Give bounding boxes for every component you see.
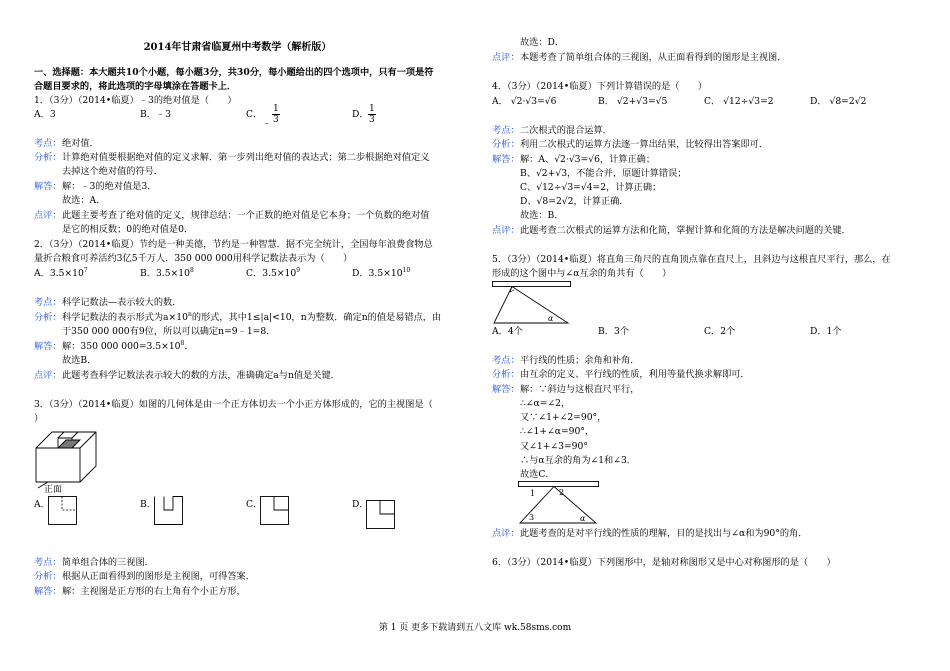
q1-option-c-sign: ﹣	[262, 118, 272, 129]
q2-jieda-tag: 解答：	[34, 341, 62, 352]
q4-jieda-1: 解：A、√2·√3=√6，计算正确；	[520, 154, 656, 165]
q5-jieda-tag: 解答：	[492, 384, 520, 395]
question-3-cont: ）	[34, 413, 44, 424]
q3-dianping-tag: 点评：	[492, 52, 520, 63]
q2-fenxi-tag: 分析：	[34, 312, 62, 323]
question-2: 2．（3分）（2014•临夏）节约是一种美德，节约是一种智慧．据不完全统计，全国每年浪费食物总	[34, 239, 433, 250]
q3-option-d: D．	[352, 499, 369, 510]
page-footer: 第 1 页 更多下载请到五八文库 wk.58sms.com	[378, 623, 572, 633]
q5-angle-1-label: 1	[530, 489, 536, 498]
q3-option-c: C．	[246, 499, 263, 510]
q1-dianping-tag: 点评：	[34, 210, 62, 221]
q3-jieda-answer: 故选：D．	[520, 37, 565, 48]
q4-dianping-tag: 点评：	[492, 225, 520, 236]
q1-kaodian: 绝对值．	[62, 138, 99, 149]
q1-option-c-label: C．	[246, 109, 263, 120]
q4-option-d: D． √8=2√2	[810, 96, 867, 107]
q2-dianping-tag: 点评：	[34, 370, 62, 381]
q5-jieda-6: ∴与α互余的角为∠1和∠3．	[520, 455, 636, 466]
q1-jieda-tag: 解答：	[34, 181, 62, 192]
section-heading-cont: 合题目要求的，将此选项的字母填涂在答题卡上．	[34, 81, 237, 92]
q1-kaodian-tag: 考点：	[34, 138, 62, 149]
q5-fenxi: 由互余的定义、平行线的性质，利用等量代换求解即可．	[520, 369, 750, 380]
q4-fenxi: 利用二次根式的运算方法逐一算出结果，比较得出答案即可．	[520, 139, 769, 150]
q4-option-b: B． √2+√3=√5	[598, 96, 668, 107]
q5-jieda-4: ∴∠1+∠α=90°，	[520, 426, 595, 437]
q1-d-denominator: 3	[369, 114, 375, 125]
q1-c-denominator: 3	[273, 114, 279, 125]
q5-option-d: D．1个	[810, 326, 842, 337]
q1-fenxi-tag: 分析：	[34, 152, 62, 163]
q5-option-b: B．3个	[598, 326, 629, 337]
q2-option-b: B．$3.5\times 10^8$	[140, 266, 194, 279]
q1-option-c	[246, 108, 262, 122]
q1-option-d: D．	[352, 109, 369, 120]
q5-kaodian: 平行线的性质；余角和补角．	[520, 355, 640, 366]
q3-kaodian: 简单组合体的三视图．	[62, 557, 154, 568]
q2-dianping: 此题考查科学记数法表示较大的数的方法，准确确定a与n值是关键．	[62, 370, 340, 381]
q1-jieda: 解：﹣3的绝对值是3．	[62, 181, 157, 192]
question-2-cont: 量折合粮食可养活约3亿5千万人．350 000 000用科学记数法表示为（ ）	[34, 253, 353, 264]
question-5-cont: 形成的这个图中与∠α互余的角共有（ ）	[492, 268, 672, 279]
q1-fenxi-cont: 去掉这个绝对值的符号．	[62, 166, 164, 177]
q1-d-numerator: 1	[369, 103, 375, 114]
q4-kaodian-tag: 考点：	[492, 125, 520, 136]
q1-option-b: B．﹣3	[140, 109, 171, 120]
q3-kaodian-tag: 考点：	[34, 557, 62, 568]
q5-kaodian-tag: 考点：	[492, 355, 520, 366]
q5-angle-2-label: 2	[559, 488, 565, 497]
q4-jieda-tag: 解答：	[492, 154, 520, 165]
q1-dianping-cont: 是它的相反数；0的绝对值是0．	[62, 224, 194, 235]
q2-option-a: A．$3.5\times 10^7$	[34, 266, 88, 279]
q3-view-a	[48, 496, 78, 526]
q5-solution-alpha-label: α	[580, 514, 586, 523]
q1-jieda-answer: 故选：A．	[62, 195, 106, 206]
q5-jieda-5: 又∠1+∠3=90°	[520, 441, 588, 452]
q5-jieda-3: 又∵∠1+∠2=90°，	[520, 412, 607, 423]
section-heading: 一、选择题：本大题共10个小题，每小题3分，共30分，每小题给出的四个选项中，只有一项是符	[34, 67, 434, 78]
q3-solid-figure	[34, 428, 104, 490]
q3-option-b: B．	[140, 499, 156, 510]
q3-view-d	[366, 496, 396, 530]
q3-view-c	[260, 496, 290, 526]
q4-jieda-2: B、√2+√3，不能合并，原题计算错误；	[520, 168, 687, 179]
q3-dianping: 本题考查了简单组合体的三视图，从正面看得到的图形是主视图．	[520, 52, 787, 63]
q1-fenxi: 计算绝对值要根据绝对值的定义求解．第一步列出绝对值的表达式；第二步根据绝对值定义	[62, 152, 430, 163]
question-4: 4．（3分）（2014•临夏）下列计算错误的是（ ）	[492, 81, 708, 92]
q5-dianping: 此题考查的是对平行线的性质的理解，目的是找出与∠α和为90°的角．	[520, 528, 808, 539]
q3-fenxi-tag: 分析：	[34, 571, 62, 582]
q4-jieda-4: D、√8=2√2，计算正确．	[520, 196, 629, 207]
q4-dianping: 此题考查二次根式的运算方法和化简，掌握计算和化简的方法是解决问题的关键．	[520, 225, 851, 236]
q5-option-c: C．2个	[704, 326, 736, 337]
q4-fenxi-tag: 分析：	[492, 139, 520, 150]
q2-fenxi-cont: 于350 000 000有9位，所以可以确定n=9﹣1=8．	[62, 326, 276, 337]
q5-alpha-label: α	[548, 314, 554, 323]
q3-fenxi: 根据从正面看得到的图形是主视图，可得答案．	[62, 571, 255, 582]
q4-jieda-3: C、√12÷√3=√4=2，计算正确；	[520, 182, 662, 193]
q4-option-c: C． √12÷√3=2	[704, 96, 774, 107]
q2-fenxi: 科学记数法的表示形式为$a\times 10^n$的形式，其中1≤|a|<10，n为整数．确定n的值是易错点，由	[62, 310, 442, 323]
q3-front-label: 正面	[44, 485, 63, 495]
q5-jieda-answer: 故选C．	[520, 469, 555, 480]
q2-option-d: D．$3.5\times 10^{10}$	[352, 266, 411, 279]
q3-option-a: A．	[34, 499, 50, 510]
q1-dianping: 此题主要考查了绝对值的定义，规律总结：一个正数的绝对值是它本身；一个负数的绝对值	[62, 210, 430, 221]
q5-jieda-2: ∴∠α=∠2，	[520, 398, 571, 409]
q2-option-c: C．$3.5\times 10^9$	[246, 266, 301, 279]
q2-kaodian: 科学记数法—表示较大的数．	[62, 297, 182, 308]
q1-c-numerator: 1	[273, 103, 279, 114]
q3-jieda: 解：主视图是正方形的右上角有个小正方形，	[62, 586, 246, 597]
q1-option-c-fraction	[272, 104, 280, 125]
q5-fenxi-tag: 分析：	[492, 369, 520, 380]
q5-dianping-tag: 点评：	[492, 528, 520, 539]
q4-option-a: A． √2·√3=√6	[492, 96, 557, 107]
q5-jieda-1: 解：∵斜边与这根直尺平行，	[520, 384, 640, 395]
q4-jieda-answer: 故选：B．	[520, 210, 564, 221]
question-5: 5．（3分）（2014•临夏）将直角三角尺的直角顶点靠在直尺上，且斜边与这根直尺平行，那么，在	[492, 254, 891, 265]
question-6: 6．（3分）（2014•临夏）下列图形中，是轴对称图形又是中心对称图形的是（ ）	[492, 557, 836, 568]
q5-option-a: A．4个	[492, 326, 523, 337]
q5-angle-3-label: 3	[529, 513, 535, 522]
q1-option-a: A．3	[34, 109, 56, 120]
question-1: 1．（3分）（2014•临夏）﹣3的绝对值是（ ）	[34, 95, 237, 106]
q4-kaodian: 二次根式的混合运算．	[520, 125, 612, 136]
q2-jieda: 解：350 000 $000=3.5\times 10^8$．	[62, 339, 194, 352]
q3-jieda-tag: 解答：	[34, 586, 62, 597]
question-3: 3．（3分）（2014•临夏）如图的几何体是由一个正方体切去一个小正方体形成的，它的主视图是（	[34, 399, 433, 410]
q1-option-d-fraction	[368, 104, 376, 125]
q5-figure	[492, 281, 572, 327]
page-title: 2014年甘肃省临夏州中考数学（解析版）	[143, 42, 332, 53]
q2-jieda-answer: 故选B．	[62, 355, 97, 366]
q2-kaodian-tag: 考点：	[34, 297, 62, 308]
q3-view-b	[154, 496, 184, 526]
